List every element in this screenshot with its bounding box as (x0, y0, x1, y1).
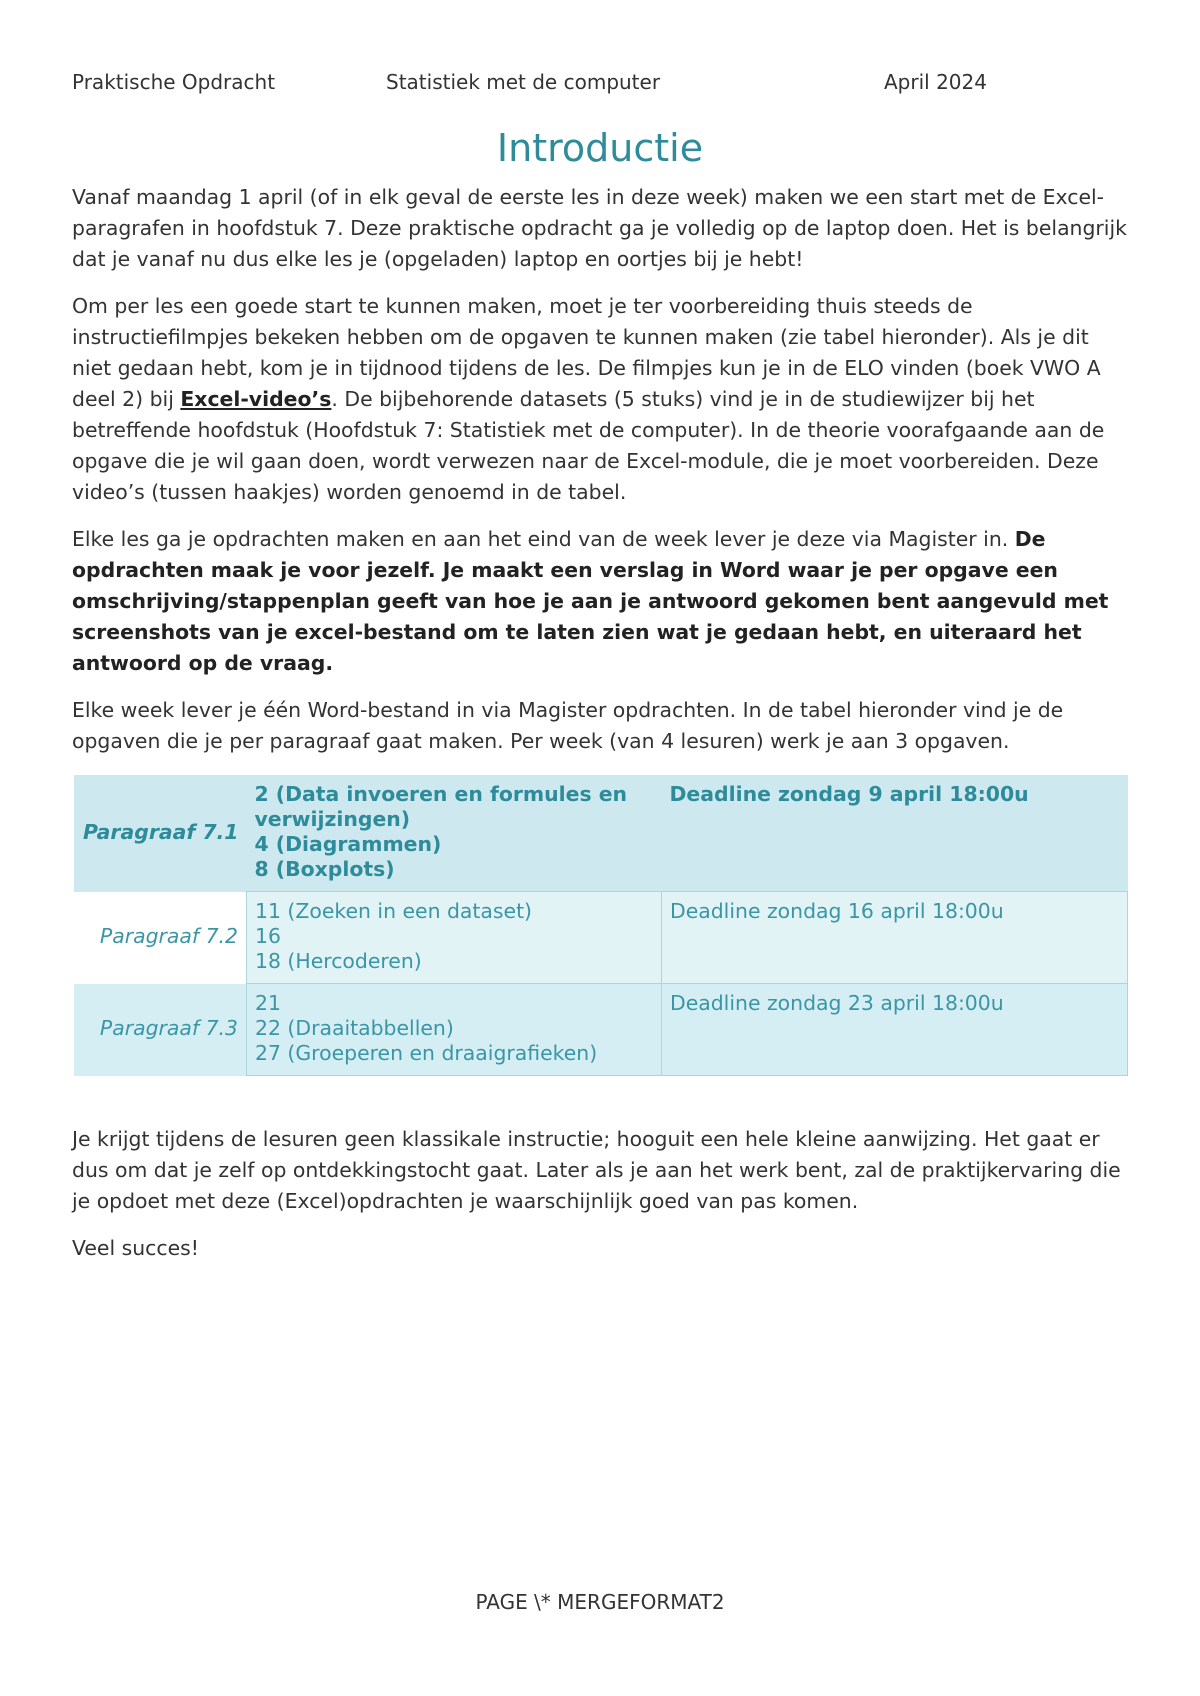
assignments-cell (247, 984, 662, 1076)
paragraph-cell: Paragraaf 7.1 (74, 775, 247, 892)
document-body (72, 182, 1132, 1280)
closing-greeting: Veel succes! (72, 1236, 199, 1260)
paragraph-cell: Paragraaf 7.3 (74, 984, 247, 1076)
closing-paragraph: Je krijgt tijdens de lesuren geen klassikale instructie; hooguit een hele kleine aanwijzing. Het gaat er dus om dat je zelf op ontdekkingstocht gaat. Later als je aan het werk bent, zal de praktijkervaring die je opdoet met deze (Excel)opdrachten je waarschijnlijk goed van pas komen. (72, 1127, 1121, 1213)
table-row (74, 775, 1128, 892)
assignment-item: 8 (Boxplots) (254, 857, 395, 881)
assignment-item: 22 (Draaitabbellen) (255, 1016, 454, 1040)
assignment-item: 2 (Data invoeren en formules en verwijzingen) (254, 782, 628, 831)
assignment-item: 11 (Zoeken in een dataset) (255, 899, 533, 923)
intro-p2-text-before: Om per les een goede start te kunnen maken, moet je ter voorbereiding thuis steeds de instructiefilmpjes bekeken hebben om de opgaven te kunnen maken (zie tabel hieronder). Als je dit niet gedaan hebt, kom je in tijdnood tijdens de les. De filmpjes kun je in de ELO vinden (boek VWO A deel 2) bij (72, 294, 1101, 411)
assignment-item: 4 (Diagrammen) (254, 832, 442, 856)
header-right: April 2024 (884, 70, 987, 94)
page-header (72, 70, 1132, 98)
deadline-cell: Deadline zondag 9 april 18:00u (662, 775, 1128, 892)
intro-paragraph-1: Vanaf maandag 1 april (of in elk geval de eerste les in deze week) maken we een start met de Excel-paragrafen in hoofdstuk 7. Deze praktische opdracht ga je volledig op de laptop doen. Het is belangrijk dat je vanaf nu dus elke les je (opgeladen) laptop en oortjes bij je hebt! (72, 185, 1127, 271)
table-row (74, 984, 1128, 1076)
page-title: Introductie (496, 126, 704, 170)
intro-paragraph-2 (72, 291, 1132, 508)
assignments-cell (247, 892, 662, 984)
deadline-cell: Deadline zondag 16 april 18:00u (662, 892, 1128, 984)
assignments-cell (247, 775, 662, 892)
header-left: Praktische Opdracht (72, 70, 276, 94)
assignment-item: 18 (Hercoderen) (255, 949, 422, 973)
excel-videos-link[interactable]: Excel-video’s (180, 387, 332, 411)
intro-p3-bold-text: De opdrachten maak je voor jezelf. Je maakt een verslag in Word waar je per opgave een omschrijving/stappenplan geeft van hoe je aan je antwoord gekomen bent aangevuld met screenshots van je excel-bestand om te laten zien wat je gedaan hebt, en uiteraard het antwoord op de vraag. (72, 527, 1109, 675)
page-footer: PAGE \* MERGEFORMAT2 (475, 1590, 725, 1614)
paragraph-cell: Paragraaf 7.2 (74, 892, 247, 984)
assignment-table (74, 775, 1128, 1076)
intro-p2-text-after: . De bijbehorende datasets (5 stuks) vind je in de studiewijzer bij het betreffende hoofdstuk (Hoofdstuk 7: Statistiek met de computer). In de theorie voorafgaande aan de opgave die je wil gaan doen, wordt verwezen naar de Excel-module, die je moet voorbereiden. Deze video’s (tussen haakjes) worden genoemd in de tabel. (72, 387, 1105, 504)
assignment-item: 27 (Groeperen en draaigrafieken) (255, 1041, 598, 1065)
deadline-cell: Deadline zondag 23 april 18:00u (662, 984, 1128, 1076)
intro-paragraph-3 (72, 524, 1132, 679)
header-center: Statistiek met de computer (386, 70, 661, 94)
assignment-item: 16 (255, 924, 281, 948)
intro-p3-text: Elke les ga je opdrachten maken en aan het eind van de week lever je deze via Magister in. (72, 527, 1015, 551)
assignment-item: 21 (255, 991, 281, 1015)
table-row (74, 892, 1128, 984)
intro-paragraph-4: Elke week lever je één Word-bestand in via Magister opdrachten. In de tabel hieronder vind je de opgaven die je per paragraaf gaat maken. Per week (van 4 lesuren) werk je aan 3 opgaven. (72, 698, 1064, 753)
